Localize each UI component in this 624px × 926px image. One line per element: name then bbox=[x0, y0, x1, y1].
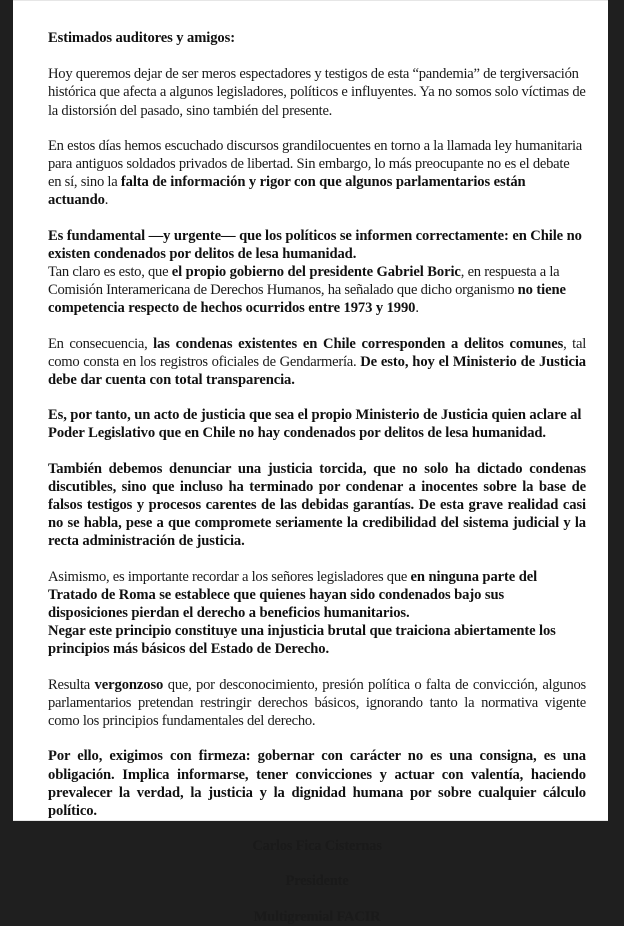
paragraph-9-text: Resulta bbox=[48, 676, 95, 693]
paragraph-7: También debemos denunciar una justicia torcida, que no solo ha dictado condenas discutibles, sino que incluso ha terminado por condenar a inocentes sobre la base de falsos testigos y procesos carentes de las debidas garantías. De esta grave realidad casi no se habla, pese a que compromete seriamente la credibilidad del sistema judicial y la recta administración de justicia. bbox=[48, 460, 586, 550]
signature-title: Presidente bbox=[285, 873, 349, 890]
signature-organization: Multigremial FACIR bbox=[253, 908, 381, 925]
paragraph-6: Es, por tanto, un acto de justicia que sea el propio Ministerio de Justicia quien aclare al Poder Legislativo que en Chile no hay condenados por delitos de lesa humanidad. bbox=[48, 407, 582, 442]
paragraph-9-text-2: que, por desconocimiento, presión política o falta de convicción, algunos parlamentarios pretendan restringir derechos básicos, ignorando tanto la normativa vigente como los principios fundamentales del derecho. bbox=[48, 676, 586, 730]
paragraph-4 bbox=[48, 263, 586, 318]
paragraph-3: Es fundamental —y urgente— que los políticos se informen correctamente: en Chile no existen condenados por delitos de lesa humanidad. bbox=[48, 227, 582, 262]
paragraph-9-emphasis: vergonzoso bbox=[94, 676, 164, 693]
letter-body bbox=[48, 29, 586, 926]
paragraph-8-emphasis-2: Negar este principio constituye una injusticia brutal que traiciona abiertamente los principios más básicos del Estado de Derecho. bbox=[48, 623, 556, 658]
paragraph-2-text: En estos días hemos escuchado discursos grandilocuentes en torno a la llamada ley humanitaria para antiguos soldados privados de libertad. Sin embargo, lo más preocupante no es el debate en sí, sino la bbox=[48, 137, 582, 191]
paragraph-8-text: Asimismo, es importante recordar a los señores legisladores que bbox=[48, 568, 411, 585]
paragraph-5 bbox=[48, 335, 586, 390]
paragraph-9 bbox=[48, 676, 586, 731]
paragraph-4-emphasis-1: el propio gobierno del presidente Gabriel Boric bbox=[171, 264, 461, 281]
paragraph-4-text: Tan claro es esto, que bbox=[48, 264, 172, 281]
document-page bbox=[13, 0, 608, 925]
paragraph-2-emphasis: falta de información y rigor con que algunos parlamentarios están actuando bbox=[48, 174, 526, 209]
paragraph-5-text: En consecuencia, bbox=[48, 335, 154, 352]
signature-name: Carlos Fica Cisternas bbox=[252, 838, 382, 855]
paragraph-4-end: . bbox=[415, 300, 419, 317]
paragraph-5-emphasis-1: las condenas existentes en Chile corresponden a delitos comunes bbox=[153, 335, 564, 352]
paragraph-5-emphasis-2: De esto, hoy el Ministerio de Justicia debe dar cuenta con total transparencia. bbox=[48, 353, 586, 389]
paragraph-10: Por ello, exigimos con firmeza: gobernar con carácter no es una consigna, es una obligación. Implica informarse, tener convicciones y actuar con valentía, haciendo prevalecer la verdad, la justicia y la dignidad humana por sobre cualquier cálculo político. bbox=[48, 748, 586, 819]
paragraph-8 bbox=[48, 568, 586, 659]
paragraph-8-emphasis-1: en ninguna parte del Tratado de Roma se establece que quienes hayan sido condenados bajo sus disposiciones pierdan el derecho a beneficios humanitarios. bbox=[48, 568, 538, 622]
paragraph-2-end: . bbox=[104, 192, 109, 209]
paragraph-1: Hoy queremos dejar de ser meros espectadores y testigos de esta “pandemia” de tergiversación histórica que afecta a algunos legisladores, políticos e influyentes. Ya no somos solo víctimas de la distorsión del pasado, sino también del presente. bbox=[48, 66, 586, 119]
paragraph-4-emphasis-2: no tiene competencia respecto de hechos ocurridos entre 1973 y 1990 bbox=[48, 282, 566, 317]
greeting: Estimados auditores y amigos: bbox=[48, 30, 235, 46]
paragraph-2 bbox=[48, 137, 586, 210]
paragraph-4-text-2: , en respuesta a la Comisión Interamericana de Derechos Humanos, ha señalado que dicho organismo bbox=[48, 264, 560, 299]
paragraph-5-text-2: , tal como consta en los registros oficiales de Gendarmería. bbox=[48, 335, 587, 370]
